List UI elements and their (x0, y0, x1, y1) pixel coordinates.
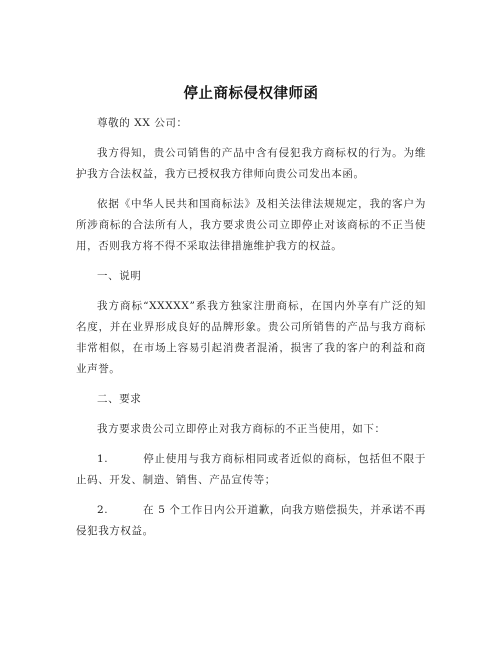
salutation: 尊敬的 XX 公司： (97, 117, 188, 129)
list-item (76, 449, 426, 491)
section-heading-explanation: 一、说明 (97, 270, 142, 282)
list-item-number: 1. (97, 453, 109, 465)
list-item-number: 2. (97, 504, 109, 516)
paragraph-notice: 我方得知，贵公司销售的产品中含有侵犯我方商标权的行为。为维护我方合法权益，我方已授权我方律师向贵公司发出本函。 (76, 147, 426, 180)
list-item-text: 停止使用与我方商标相同或者近似的商标，包括但不限于止码、开发、制造、销售、产品宣传等； (76, 453, 426, 486)
section-heading-requirements: 二、要求 (97, 393, 142, 405)
paragraph-legal-basis: 依据《中华人民共和国商标法》及相关法律法规规定，我的客户为所涉商标的合法所有人，我方要求贵公司立即停止对该商标的不正当使用，否则我方将不得不采取法律措施维护我方的权益。 (76, 198, 426, 252)
list-item (76, 500, 426, 542)
list-item-text: 在 5 个工作日内公开道歉，向我方赔偿损失，并承诺不再侵犯我方权益。 (76, 504, 426, 537)
paragraph-requirements-intro: 我方要求贵公司立即停止对我方商标的不正当使用，如下： (97, 423, 386, 435)
paragraph-explanation: 我方商标“XXXXX”系我方独家注册商标，在国内外享有广泛的知名度，并在业界形成良好的品牌形象。贵公司所销售的产品与我方商标非常相似，在市场上容易引起消费者混淆，损害了我的客户的利益和商业声誉。 (76, 300, 426, 375)
letter-title: 停止商标侵权律师函 (183, 86, 319, 102)
